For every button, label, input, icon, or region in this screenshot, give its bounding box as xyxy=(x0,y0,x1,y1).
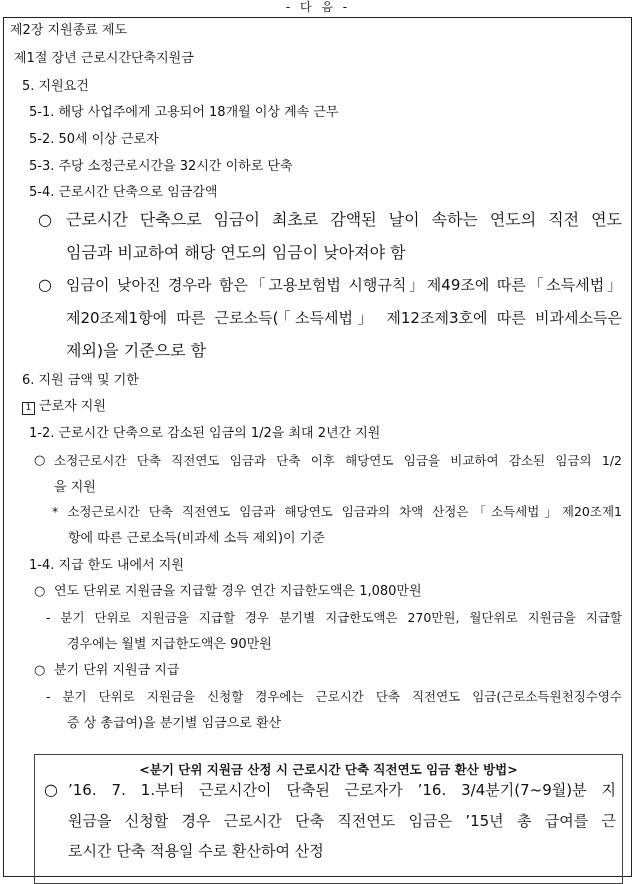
chapter-title: 제2장 지원종료 제도 xyxy=(10,23,127,38)
worker-support-heading xyxy=(22,398,106,416)
amount-heading: 6. 지원 금액 및 기한 xyxy=(22,373,139,388)
bullet-circle: ○ xyxy=(38,275,52,294)
quarterly-payment-text: 분기 단위 지원금 지급 xyxy=(54,663,180,678)
boxed-number: 1 xyxy=(22,402,35,415)
bullet-circle: ○ xyxy=(34,663,46,678)
wage-reduction-text: 근로시간 단축으로 임금이 최초로 감액된 날이 속하는 연도의 직전 연도 xyxy=(66,210,622,229)
worker-support-label: 근로자 지원 xyxy=(39,399,106,414)
bullet-circle: ○ xyxy=(34,453,46,468)
wage-reduction-text: 임금과 비교하여 해당 연도의 임금이 낮아져야 함 xyxy=(66,243,406,262)
wage-definition-text: 제20조제1항에 따른 근로소득(「소득세법」 제12조제3호에 따른 비과세소득은 xyxy=(66,309,622,327)
quarterly-apply-text: - 분기 단위로 지원금을 신청할 경우에는 근로시간 단축 직전연도 임금(근로소득원천징수영수 xyxy=(46,689,622,704)
item-1-4: 1-4. 지급 한도 내에서 지원 xyxy=(29,558,184,573)
quarterly-limit-text: - 분기 단위로 지원금을 지급할 경우 분기별 지급한도액은 270만원, 월단위로 지원금을 지급할 xyxy=(46,610,622,625)
item-1-2: 1-2. 근로시간 단축으로 감소된 임금의 1/2을 최대 2년간 지원 xyxy=(29,426,381,441)
footnote: * 소정근로시간 단축 직전연도 임금과 해당연도 임금과의 차액 산정은「소득세법」제20조제1 xyxy=(52,504,622,519)
requirements-heading: 5. 지원요건 xyxy=(22,79,89,94)
section-title: 제1절 장년 근로시간단축지원금 xyxy=(14,51,194,66)
requirement-item: 5-3. 주당 소정근로시간을 32시간 이하로 단축 xyxy=(29,159,293,174)
requirement-item: 5-2. 50세 이상 근로자 xyxy=(29,132,159,147)
footnote: 항에 따른 근로소득(비과세 소득 제외)이 기준 xyxy=(68,531,325,546)
requirement-item: 5-1. 해당 사업주에게 고용되어 18개월 이상 계속 근무 xyxy=(29,105,339,120)
conversion-box-title: <분기 단위 지원금 산정 시 근로시간 단축 직전연도 임금 환산 방법> xyxy=(139,762,518,777)
bullet-circle: ○ xyxy=(44,780,58,799)
conversion-box-text: 원금을 신청할 경우 근로시간 단축 직전연도 임금은 ’15년 총 급여를 근 xyxy=(68,812,616,830)
quarterly-limit-text: 경우에는 월별 지급한도액은 90만원 xyxy=(67,637,272,652)
requirement-item: 5-4. 근로시간 단축으로 임금감액 xyxy=(29,185,218,200)
wage-definition-text: 임금이 낮아진 경우라 함은「고용보험법 시행규칙」제49조에 따른「소득세법」 xyxy=(66,276,622,294)
wage-definition-text: 제외)을 기준으로 함 xyxy=(66,341,207,360)
conversion-box-text: 로시간 단축 적용일 수로 환산하여 산정 xyxy=(68,842,324,860)
quarterly-apply-text: 증 상 총급여)을 분기별 임금으로 환산 xyxy=(67,716,282,731)
annual-limit-text: 연도 단위로 지원금을 지급할 경우 연간 지급한도액은 1,080만원 xyxy=(54,584,422,599)
item-1-2-detail: 을 지원 xyxy=(54,480,96,495)
conversion-box-text: ’16. 7. 1.부터 근로시간이 단축된 근로자가 ’16. 3/4분기(7~9월)분 지 xyxy=(68,781,616,799)
bullet-circle: ○ xyxy=(34,584,46,599)
item-1-2-detail: 소정근로시간 단축 직전연도 임금과 단축 이후 해당연도 임금을 비교하여 감소된 임금의 1/2 xyxy=(54,453,622,468)
bullet-circle: ○ xyxy=(38,210,52,229)
notice-heading: - 다 음 - xyxy=(285,0,351,14)
